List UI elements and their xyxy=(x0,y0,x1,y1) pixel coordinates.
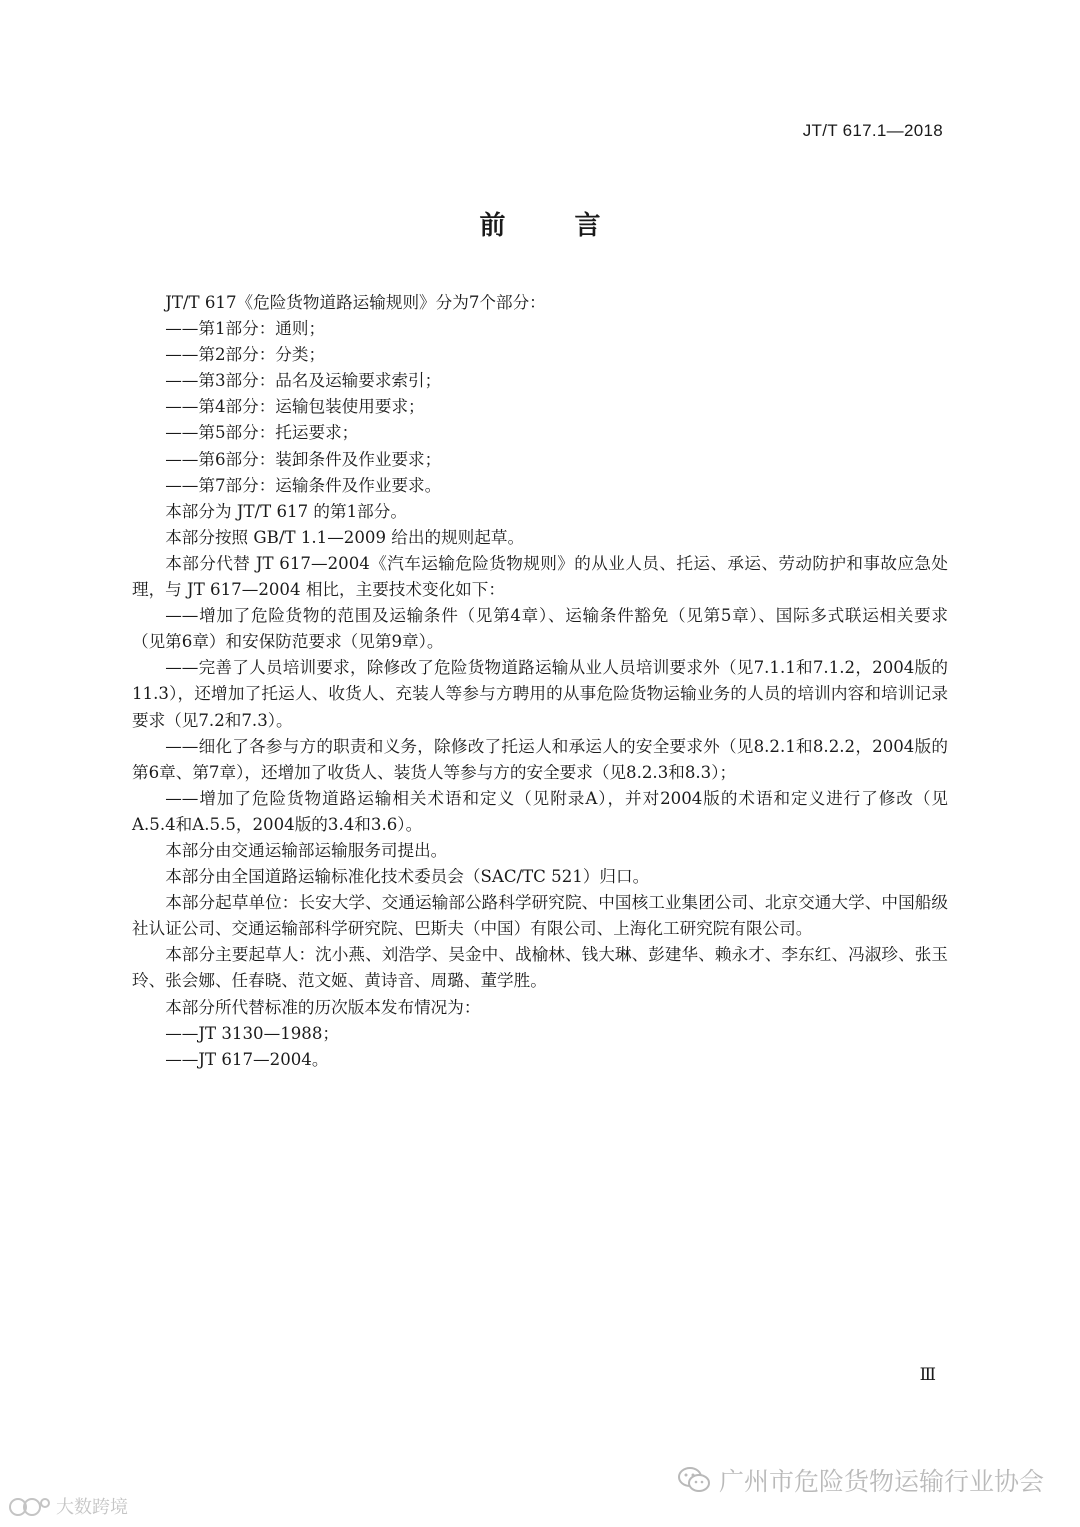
paragraph-parts-intro: JT/T 617《危险货物道路运输规则》分为7个部分： xyxy=(165,293,546,312)
paragraph-previous-versions: 本部分所代替标准的历次版本发布情况为： xyxy=(165,997,481,1017)
page-title: 前 言 xyxy=(479,211,631,241)
paragraph-drafting-rules: 本部分按照 GB/T 1.1—2009 给出的规则起草。 xyxy=(165,527,525,547)
wechat-watermark xyxy=(677,1462,1044,1498)
list-item-part-7: ——第7部分：运输条件及作业要求。 xyxy=(165,475,442,495)
change-item-responsibilities: ——细化了各参与方的职责和义务，除修改了托运人和承运人的安全要求外（见8.2.1和8.2.2，2004版的第6章、第7章），还增加了收货人、装货人等参与方的安全要求（见8.2.3和8.3）； xyxy=(132,736,948,782)
list-item-part-1: ——第1部分：通则； xyxy=(165,319,326,339)
list-item-part-4: ——第4部分：运输包装使用要求； xyxy=(165,397,425,417)
paragraph-drafters: 本部分主要起草人：沈小燕、刘浩学、吴金中、战榆林、钱大琳、彭建华、赖永才、李东红、冯淑珍、张玉玲、张会娜、任春晓、范文姬、黄诗音、周璐、董学胜。 xyxy=(132,945,948,991)
change-item-scope: ——增加了危险货物的范围及运输条件（见第4章）、运输条件豁免（见第5章）、国际多式联运相关要求（见第6章）和安保防范要求（见第9章）。 xyxy=(132,606,948,652)
document-code: JT/T 617.1—2018 xyxy=(802,121,943,140)
change-item-terms: ——增加了危险货物道路运输相关术语和定义（见附录A），并对2004版的术语和定义进行了修改（见A.5.4和A.5.5，2004版的3.4和3.6）。 xyxy=(132,788,948,834)
wechat-account-name: 广州市危险货物运输行业协会 xyxy=(718,1467,1044,1496)
page-number: Ⅲ xyxy=(919,1365,936,1385)
list-item-part-3: ——第3部分：品名及运输要求索引； xyxy=(165,371,442,391)
list-item-part-2: ——第2部分：分类； xyxy=(165,345,326,365)
list-item-version-1988: ——JT 3130—1988； xyxy=(165,1023,340,1043)
change-item-training: ——完善了人员培训要求，除修改了危险货物道路运输从业人员培训要求外（见7.1.1和7.1.2，2004版的11.3），还增加了托运人、收货人、充装人等参与方聘用的从事危险货物运输业务的人员的培训内容和培训记录要求（见7.2和7.3）。 xyxy=(132,658,948,730)
document-body xyxy=(132,290,948,1073)
paragraph-centralized-by: 本部分由全国道路运输标准化技术委员会（SAC/TC 521）归口。 xyxy=(165,867,650,887)
paragraph-replaces: 本部分代替 JT 617—2004《汽车运输危险货物规则》的从业人员、托运、承运、劳动防护和事故应急处理，与 JT 617—2004 相比，主要技术变化如下： xyxy=(132,553,948,600)
list-item-part-5: ——第5部分：托运要求； xyxy=(165,423,359,443)
paragraph-proposed-by: 本部分由交通运输部运输服务司提出。 xyxy=(165,840,448,860)
paragraph-drafting-units: 本部分起草单位：长安大学、交通运输部公路科学研究院、中国核工业集团公司、北京交通大学、中国船级社认证公司、交通运输部科学研究院、巴斯夫（中国）有限公司、上海化工研究院有限公司。 xyxy=(132,893,948,939)
list-item-version-2004: ——JT 617—2004。 xyxy=(165,1049,329,1069)
paragraph-this-part: 本部分为 JT/T 617 的第1部分。 xyxy=(165,501,407,521)
site-watermark-text: 大数跨境 xyxy=(56,1497,128,1518)
logo-icon xyxy=(8,1495,52,1517)
list-item-part-6: ——第6部分：装卸条件及作业要求； xyxy=(165,449,442,469)
site-watermark xyxy=(8,1493,128,1519)
wechat-icon xyxy=(677,1466,711,1494)
